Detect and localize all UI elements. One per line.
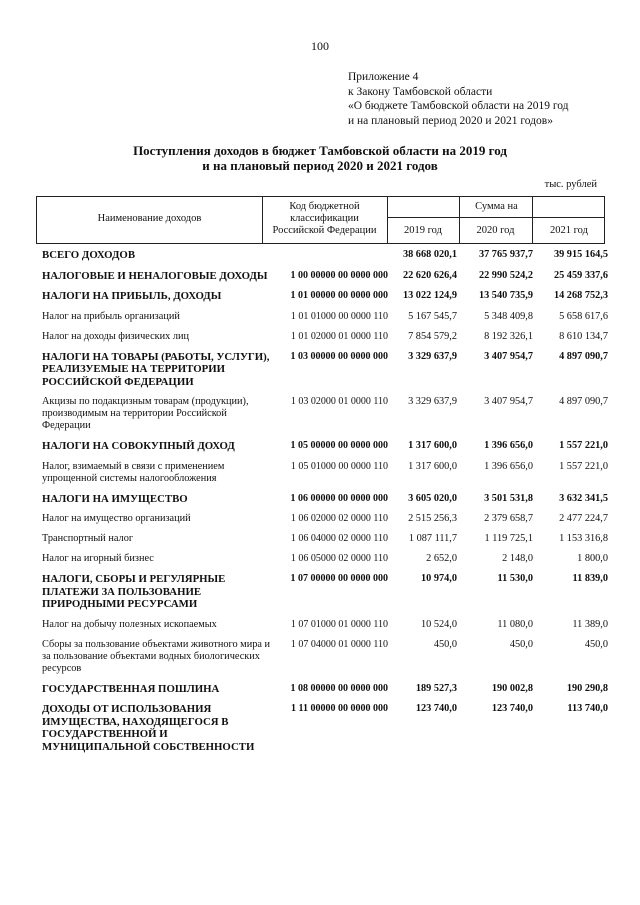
header-code-line: Российской Федерации	[272, 225, 377, 236]
row-name: Налог на доходы физических лиц	[42, 330, 190, 342]
row-value-2021: 25 459 337,6	[553, 269, 608, 281]
table-header	[36, 196, 605, 244]
row-value-2019: 3 329 637,9	[408, 396, 457, 407]
table-row	[42, 331, 608, 343]
row-value-2020: 1 119 725,1	[484, 533, 533, 544]
table-row	[42, 351, 608, 389]
header-name: Наименование доходов	[97, 213, 202, 224]
row-value-2020: 5 348 409,8	[484, 310, 533, 322]
appendix-note	[348, 70, 569, 128]
row-value-2021: 2 477 224,7	[559, 513, 608, 524]
appendix-line: к Закону Тамбовской области	[348, 85, 493, 98]
row-value-2019: 13 022 124,9	[402, 290, 457, 301]
row-value-2020: 11 530,0	[497, 573, 533, 584]
row-value-2020: 3 407 954,7	[484, 350, 533, 362]
row-value-2019: 22 620 626,4	[402, 269, 457, 281]
row-code: 1 11 00000 00 0000 000	[291, 703, 388, 714]
row-value-2021: 8 610 134,7	[559, 330, 608, 342]
row-value-2020: 2 379 658,7	[484, 513, 533, 524]
row-value-2020: 450,0	[509, 638, 533, 650]
row-value-2020: 2 148,0	[502, 553, 533, 564]
table-row	[42, 440, 608, 453]
row-code: 1 06 04000 02 0000 110	[290, 533, 388, 544]
row-value-2021: 11 389,0	[572, 618, 608, 630]
row-value-2020: 190 002,8	[491, 682, 533, 694]
row-value-2021: 3 632 341,5	[559, 492, 608, 504]
table-row	[42, 290, 608, 303]
row-value-2019: 1 317 600,0	[408, 440, 457, 451]
row-value-2019: 2 515 256,3	[408, 513, 457, 524]
table-body	[42, 249, 608, 761]
appendix-line: «О бюджете Тамбовской области на 2019 год	[348, 100, 569, 112]
row-code: 1 05 01000 00 0000 110	[290, 460, 388, 472]
table-row	[42, 639, 608, 675]
page-number: 100	[311, 39, 329, 53]
row-code: 1 01 02000 01 0000 110	[290, 330, 388, 342]
row-code: 1 07 00000 00 0000 000	[290, 573, 388, 584]
row-name: НАЛОГОВЫЕ И НЕНАЛОГОВЫЕ ДОХОДЫ	[42, 269, 268, 282]
row-value-2020: 11 080,0	[497, 618, 533, 630]
row-code: 1 03 02000 01 0000 110	[290, 396, 388, 407]
row-value-2019: 38 668 020,1	[402, 249, 457, 260]
row-code: 1 01 00000 00 0000 000	[290, 290, 388, 301]
row-value-2021: 14 268 752,3	[553, 290, 608, 301]
row-value-2019: 2 652,0	[426, 553, 457, 564]
table-row	[42, 270, 608, 283]
row-name: НАЛОГИ НА ТОВАРЫ (РАБОТЫ, УСЛУГИ), РЕАЛИЗУЕМЫЕ НА ТЕРРИТОРИИ РОССИЙСКОЙ ФЕДЕРАЦИИ	[42, 350, 270, 388]
units-label: тыс. рублей	[544, 179, 597, 190]
row-name: Акцизы по подакцизным товарам (продукции), производимым на территории Российской Федерации	[42, 396, 249, 431]
row-code: 1 06 00000 00 0000 000	[290, 492, 388, 504]
row-name: ДОХОДЫ ОТ ИСПОЛЬЗОВАНИЯ ИМУЩЕСТВА, НАХОДЯЩЕГОСЯ В ГОСУДАРСТВЕННОЙ И МУНИЦИПАЛЬНОЙ СОБСТВЕННОСТИ	[42, 703, 255, 753]
row-name: Налог на добычу полезных ископаемых	[42, 618, 217, 630]
row-value-2021: 113 740,0	[567, 703, 608, 714]
row-name: Налог, взимаемый в связи с применением упрощенной системы налогообложения	[42, 460, 225, 484]
row-code: 1 03 00000 00 0000 000	[290, 350, 388, 362]
row-value-2019: 10 524,0	[420, 618, 457, 630]
row-value-2020: 13 540 735,9	[478, 290, 533, 301]
row-name: НАЛОГИ, СБОРЫ И РЕГУЛЯРНЫЕ ПЛАТЕЖИ ЗА ПОЛЬЗОВАНИЕ ПРИРОДНЫМИ РЕСУРСАМИ	[42, 573, 226, 610]
document-title	[0, 143, 640, 173]
row-value-2019: 123 740,0	[415, 703, 457, 714]
header-year-2019: 2019 год	[404, 225, 442, 236]
table-row	[42, 683, 608, 696]
row-code: 1 07 04000 01 0000 110	[290, 638, 388, 650]
header-code	[262, 201, 387, 237]
row-name: НАЛОГИ НА СОВОКУПНЫЙ ДОХОД	[42, 440, 235, 452]
row-value-2021: 39 915 164,5	[553, 249, 608, 260]
row-value-2021: 190 290,8	[566, 682, 608, 694]
row-value-2019: 1 317 600,0	[408, 460, 457, 472]
row-value-2019: 189 527,3	[415, 682, 457, 694]
header-year-2020: 2020 год	[476, 225, 515, 236]
appendix-line: Приложение 4	[348, 71, 419, 83]
table-row	[42, 461, 608, 485]
row-value-2019: 450,0	[433, 638, 457, 650]
row-code: 1 08 00000 00 0000 000	[290, 682, 388, 694]
row-name: НАЛОГИ НА ИМУЩЕСТВО	[42, 492, 188, 505]
row-value-2020: 123 740,0	[491, 703, 533, 714]
row-name: Налог на прибыль организаций	[42, 310, 180, 322]
row-value-2020: 3 407 954,7	[484, 396, 533, 407]
row-value-2020: 1 396 656,0	[484, 440, 533, 451]
row-value-2021: 1 557 221,0	[559, 460, 608, 472]
header-code-line: Код бюджетной	[289, 201, 360, 212]
table-row	[42, 553, 608, 565]
row-value-2021: 1 153 316,8	[559, 533, 608, 544]
row-value-2019: 3 329 637,9	[408, 350, 457, 362]
row-code: 1 06 02000 02 0000 110	[290, 513, 388, 524]
row-value-2019: 1 087 111,7	[408, 533, 457, 544]
row-value-2021: 4 897 090,7	[559, 396, 608, 407]
row-value-2019: 7 854 579,2	[408, 330, 457, 342]
table-row	[42, 703, 608, 753]
row-value-2021: 1 800,0	[577, 553, 608, 564]
row-value-2020: 3 501 531,8	[484, 492, 533, 504]
row-code: 1 05 00000 00 0000 000	[290, 440, 388, 451]
table-row	[42, 513, 608, 525]
row-code: 1 01 01000 00 0000 110	[290, 310, 388, 322]
table-row	[42, 493, 608, 506]
header-divider	[387, 217, 604, 218]
table-row	[42, 396, 608, 432]
row-value-2020: 22 990 524,2	[478, 269, 533, 281]
table-row	[42, 249, 608, 262]
row-value-2021: 1 557 221,0	[559, 440, 608, 451]
row-name: ВСЕГО ДОХОДОВ	[42, 249, 136, 261]
table-row	[42, 573, 608, 611]
row-value-2021: 11 839,0	[572, 573, 608, 584]
table-row	[42, 533, 608, 545]
row-name: НАЛОГИ НА ПРИБЫЛЬ, ДОХОДЫ	[42, 290, 222, 302]
row-name: Налог на игорный бизнес	[42, 553, 154, 564]
row-name: Налог на имущество организаций	[42, 513, 191, 524]
row-value-2019: 10 974,0	[420, 573, 457, 584]
table-row	[42, 619, 608, 631]
row-value-2021: 450,0	[584, 638, 608, 650]
title-line: и на плановый период 2020 и 2021 годов	[202, 158, 438, 173]
row-value-2019: 5 167 545,7	[408, 310, 457, 322]
table-row	[42, 311, 608, 323]
row-value-2020: 1 396 656,0	[484, 460, 533, 472]
row-value-2020: 8 192 326,1	[484, 330, 533, 342]
row-name: ГОСУДАРСТВЕННАЯ ПОШЛИНА	[42, 682, 220, 695]
row-name: Транспортный налог	[42, 533, 134, 544]
row-value-2020: 37 765 937,7	[478, 249, 533, 260]
header-sum: Сумма на	[475, 201, 518, 212]
row-name: Сборы за пользование объектами животного мира и за пользование объектами водных биологических ресурсов	[42, 638, 271, 674]
row-value-2021: 5 658 617,6	[559, 310, 608, 322]
appendix-line: и на плановый период 2020 и 2021 годов»	[348, 114, 553, 127]
row-value-2021: 4 897 090,7	[559, 350, 608, 362]
row-code: 1 00 00000 00 0000 000	[290, 269, 388, 281]
header-year-2021: 2021 год	[550, 225, 588, 236]
row-value-2019: 3 605 020,0	[408, 492, 457, 504]
row-code: 1 07 01000 01 0000 110	[290, 618, 388, 630]
header-code-line: классификации	[290, 213, 359, 224]
title-line: Поступления доходов в бюджет Тамбовской области на 2019 год	[133, 143, 507, 158]
row-code: 1 06 05000 02 0000 110	[290, 553, 388, 564]
